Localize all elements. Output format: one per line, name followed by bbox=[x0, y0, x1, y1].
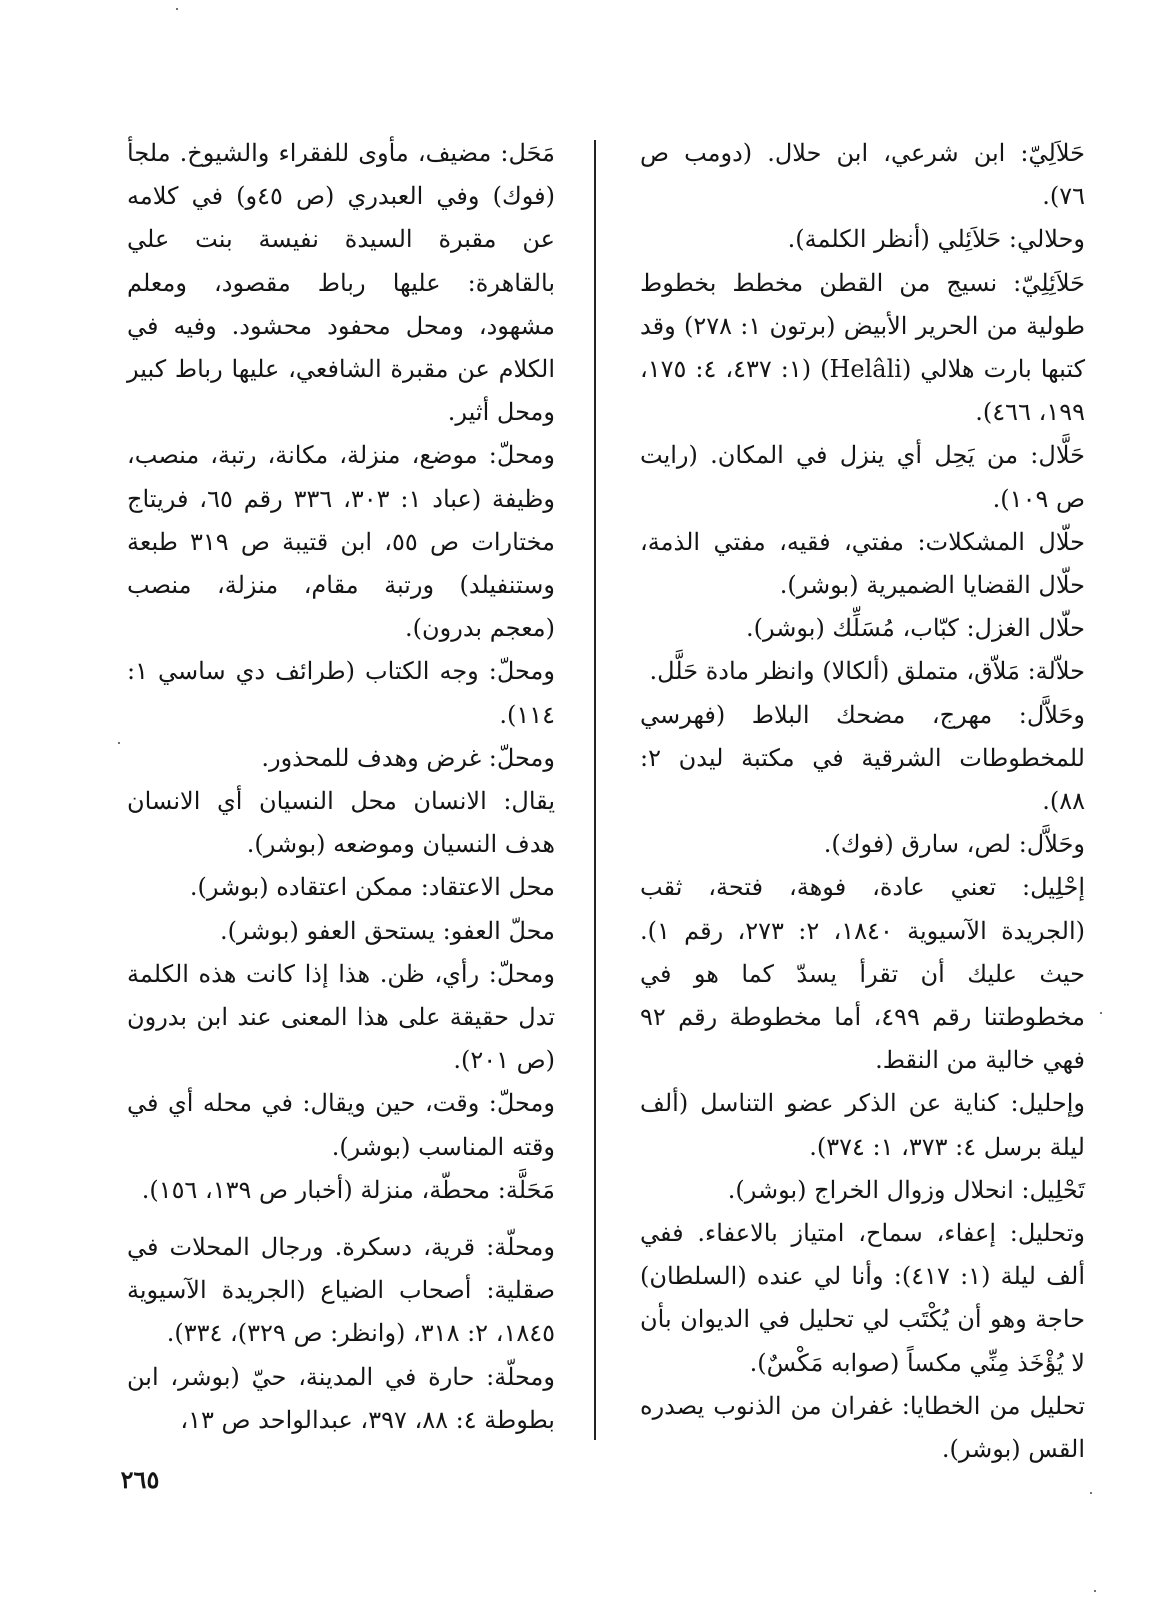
entry-tahlil-min-alkhataya: تحليل من الخطايا: غفران من الذنوب يصدره القس (بوشر). bbox=[640, 1391, 1085, 1464]
entry-ihlil: إحْلِيل: تعني عادة، فوهة، فتحة، ثقب (الجريدة الآسيوية ١٨٤٠، ٢: ٢٧٣، رقم ١). حيث عليك أن تقرأ يسدّ كما هو في مخطوطتنا رقم ٤٩٩، أما مخطوطة رقم ٩٢ فهي خالية من النقط. bbox=[640, 873, 1086, 1075]
entry-wahalali: وحلالي: حَلاَئِلي (أنظر الكلمة). bbox=[787, 225, 1085, 254]
scan-speck bbox=[1090, 1492, 1092, 1494]
entry-mahalla: مَحَلَّة: محطّة، منزلة (أخبار ص ١٣٩، ١٥٦). bbox=[141, 1175, 555, 1204]
entry-hallal-almushkilat: حلّال المشكلات: مفتي، فقيه، مفتي الذمة، حلّال القضايا الضميرية (بوشر). bbox=[640, 527, 1085, 600]
left-column bbox=[127, 132, 555, 1442]
entry-waihlil: وإحليل: كناية عن الذكر عضو التناسل (ألف ليلة برسل ٤: ٣٧٣، ١: ٣٧٤). bbox=[640, 1089, 1085, 1161]
entry-hallal: حَلَّال: من يَحِل أي ينزل في المكان. (رايت ص ١٠٩). bbox=[640, 441, 1085, 513]
entry-wamahal-target: ومحلّ: غرض وهدف للمحذور. bbox=[261, 743, 555, 772]
entry-hallal-alghazl: حلّال الغزل: كبّاب، مُسَلِّك (بوشر). bbox=[746, 614, 1085, 643]
entry-watahlil: وتحليل: إعفاء، سماح، امتياز بالاعفاء. ففي ألف ليلة (١: ٤١٧): وأنا لي عنده (السلطان) حاجة وهو أن يُكْتَب لي تحليل في الديوان بأن لا يُؤْخَذ مِنِّي مكساً (صوابه مَكْسٌ). bbox=[640, 1219, 1086, 1377]
scan-speck bbox=[118, 742, 120, 744]
right-column bbox=[640, 132, 1085, 1471]
page-number: ٢٦٥ bbox=[120, 1465, 160, 1494]
entry-tahlil: تَحْلِيل: انحلال وزوال الخراج (بوشر). bbox=[727, 1175, 1085, 1204]
entry-hallal-jester: وحَلاَّل: مهرج، مضحك البلاط (فهرسي للمخطوطات الشرقية في مكتبة ليدن ٢: ٨٨). bbox=[640, 700, 1085, 816]
entry-yuqal: يقال: الانسان محل النسيان أي الانسان هدف النسيان وموضعه (بوشر). bbox=[127, 787, 555, 859]
entry-mahal: مَحَل: مضيف، مأوى للفقراء والشيوخ. ملجأ (فوك) وفي العبدري (ص ٤٥و) في كلامه عن مقبرة السيدة نفيسة بنت علي بالقاهرة: عليها رباط مقصود، ومعلم مشهود، ومحل محفود محشود. وفيه في الكلام عن مقبرة الشافعي، عليها رباط كبير ومحل أثير. bbox=[127, 139, 555, 427]
entry-halaili: حَلاَئِلِيّ: نسيج من القطن مخطط بخطوط طولية من الحرير الأبيض (برتون ١: ٢٧٨) وقد كتبها بارت هلالي (Helâli) (١: ٤٣٧، ٤: ١٧٥، ١٩٩، ٤٦٦). bbox=[640, 268, 1086, 427]
entry-mahal-alafw: محلّ العفو: يستحق العفو (بوشر). bbox=[220, 916, 555, 945]
entry-wamahal-face: ومحلّ: وجه الكتاب (طرائف دي ساسي ١: ١١٤). bbox=[127, 657, 555, 729]
column-divider bbox=[594, 140, 596, 1440]
entry-wamahal-place: ومحلّ: موضع، منزلة، مكانة، رتبة، منصب، وظيفة (عباد ١: ٣٠٣، ٣٣٦ رقم ٦٥، فريتاج مختارات ص ٥٥، ابن قتيبة ص ٣١٩ طبعة وستنفيلد) ورتبة مقام، منزلة، منصب (معجم بدرون). bbox=[127, 441, 556, 643]
scan-speck bbox=[176, 8, 178, 10]
entry-wamahalla-village: ومحلّة: قرية، دسكرة. ورجال المحلات في صقلية: أصحاب الضياع (الجريدة الآسيوية ١٨٤٥، ٢: ٣١٨، (وانظر: ص ٣٢٩)، ٣٣٤). bbox=[127, 1233, 555, 1348]
entry-wamahalla-quarter: ومحلّة: حارة في المدينة، حيّ (بوشر، ابن بطوطة ٤: ٨٨، ٣٩٧، عبدالواحد ص ١٣، bbox=[127, 1362, 555, 1434]
scan-speck bbox=[1094, 1590, 1096, 1592]
entry-halali: حَلاَلِيّ: ابن شرعي، ابن حلال. (دومب ص ٧٦). bbox=[640, 139, 1085, 211]
entry-hallala: حلاّلة: مَلاّق، متملق (ألكالا) وانظر مادة حَلَّل. bbox=[649, 657, 1085, 686]
entry-hallal-thief: وحَلاَّل: لص، سارق (فوك). bbox=[823, 830, 1085, 859]
entry-wamahal-opinion: ومحلّ: رأي، ظن. هذا إذا كانت هذه الكلمة تدل حقيقة على هذا المعنى عند ابن بدرون (ص ٢٠١). bbox=[127, 959, 555, 1075]
scan-speck bbox=[1100, 1012, 1102, 1014]
entry-mahal-alitiqad: محل الاعتقاد: ممكن اعتقاده (بوشر). bbox=[189, 873, 555, 902]
entry-wamahal-time: ومحلّ: وقت، حين ويقال: في محله أي في وقته المناسب (بوشر). bbox=[127, 1089, 555, 1161]
